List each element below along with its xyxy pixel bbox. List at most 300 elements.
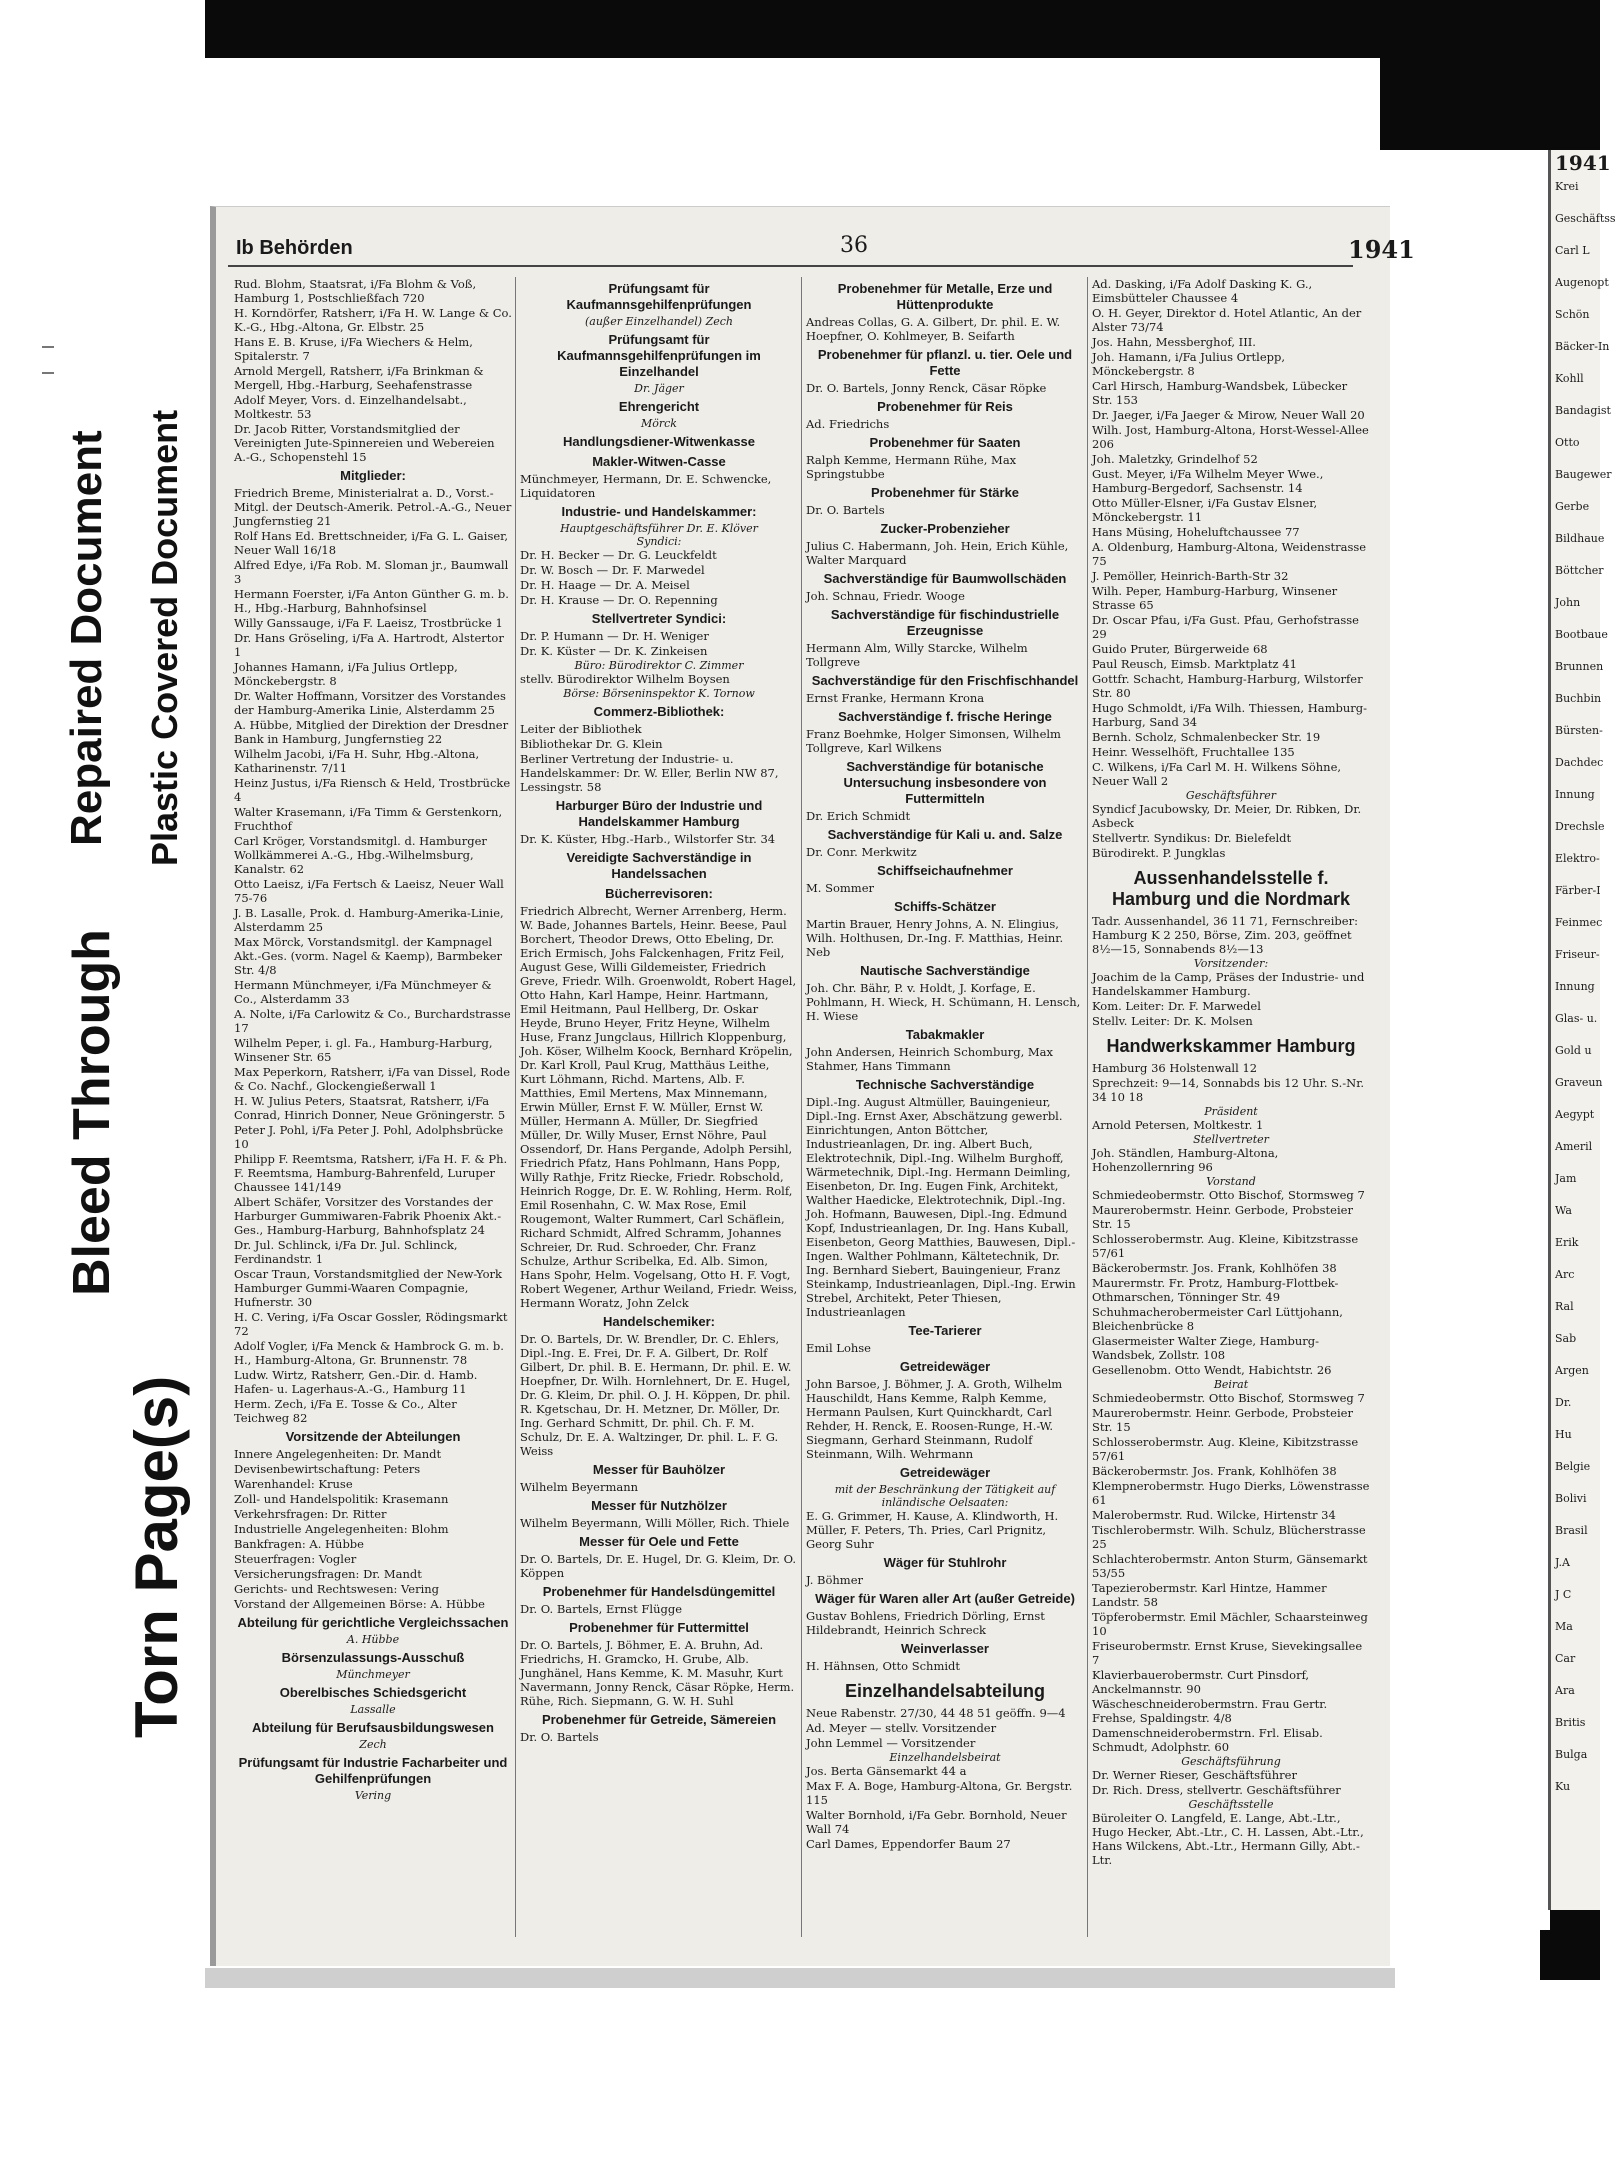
section-heading: Sachverständige für fischindustrielle Erzeugnisse (830, 607, 1060, 638)
year: 1941 (1348, 235, 1415, 264)
adjacent-page-fragment: Innung (1555, 788, 1595, 801)
directory-entry: Klempnerobermstr. Hugo Dierks, Löwenstrasse 61 (1092, 1479, 1370, 1507)
directory-entry: Joh. Maletzky, Grindelhof 52 (1092, 452, 1258, 466)
directory-entry: Dr. K. Küster, Hbg.-Harb., Wilstorfer Str. 34 (520, 832, 776, 846)
directory-entry: Versicherungsfragen: Dr. Mandt (234, 1567, 422, 1581)
adjacent-page-fragment: Graveun (1555, 1076, 1603, 1089)
adjacent-page-fragment: Hu (1555, 1428, 1572, 1441)
sub-heading: Büro: Bürodirektor C. Zimmer (574, 659, 744, 672)
adjacent-page-fragment: Innung (1555, 980, 1595, 993)
section-heading: Wäger für Stuhlrohr (883, 1555, 1007, 1570)
directory-entry: Warenhandel: Kruse (234, 1477, 353, 1491)
directory-entry: Emil Lohse (806, 1341, 871, 1355)
directory-entry: H. Korndörfer, Ratsherr, i/Fa H. W. Lange & Co. K.-G., Hbg.-Altona, Gr. Elbstr. 25 (234, 306, 512, 334)
directory-entry: C. Wilkens, i/Fa Carl M. H. Wilkens Söhne, Neuer Wall 2 (1092, 760, 1342, 788)
section-heading: Commerz-Bibliothek: (593, 704, 725, 719)
adjacent-page-fragment: Sab (1555, 1332, 1577, 1345)
section-heading: Sachverständige für botanische Untersuchung insbesondere von Futtermitteln (843, 759, 1047, 806)
sub-heading: Präsident (1204, 1105, 1258, 1118)
sub-heading: Münchmeyer (336, 1668, 410, 1681)
text-column-2 (520, 277, 798, 1937)
directory-entry: H. C. Vering, i/Fa Oscar Gossler, Rödingsmarkt 72 (234, 1310, 508, 1338)
directory-entry: Dipl.-Ing. August Altmüller, Bauingenieur, Dipl.-Ing. Ernst Axer, Abschätzung gewerbl. Einrichtungen, Anton Böttcher, Industrieanlagen, Dr. ing. Albert Buch, Elektrotechnik, Dipl.-Ing. Wilhelm Burghoff, Wärmetechnik, Dipl.-Ing. Hermann Deimling, Eisenbeton, Dr. Ing. Eugen Fink, Architekt, Walther Haedicke, Elektrotechnik, Dipl.-Ing. Joh. Hofmann, Bauwesen, Dipl.-Ing. Edmund Kopf, Industrieanlagen, Dr. Ing. Hans Kuball, Eisenbeton, Georg Matthies, Bauwesen, Dipl.-Ingen. Walther Pohlmann, Kältetechnik, Dr. Ing. Bernhard Siebert, Bauingenieur, Franz Steinkamp, Industrieanlagen, Dipl.-Ing. Erwin Strebel, Architekt, Peter Thiesen, Industrieanlagen (806, 1095, 1076, 1319)
page-number: 36 (840, 233, 868, 258)
directory-entry: Joh. Hamann, i/Fa Julius Ortlepp, Mönckebergstr. 8 (1092, 350, 1286, 378)
sub-heading: Syndici: (636, 535, 682, 548)
directory-entry: Otto Müller-Elsner, i/Fa Gustav Elsner, Mönckebergstr. 11 (1092, 496, 1318, 524)
directory-entry: Steuerfragen: Vogler (234, 1552, 357, 1566)
directory-entry: Schlachterobermstr. Anton Sturm, Gänsemarkt 53/55 (1092, 1552, 1368, 1580)
label-plastic-covered-document: Plastic Covered Document (144, 409, 185, 866)
directory-entry: Carl Kröger, Vorstandsmitgl. d. Hamburger Wollkämmerei A.-G., Hbg.-Wilhelmsburg, Kanalstr. 62 (234, 834, 487, 876)
section-heading: Nautische Sachverständige (860, 963, 1030, 978)
directory-entry: Friseurobermstr. Ernst Kruse, Sievekingsallee 7 (1092, 1639, 1363, 1667)
sub-heading: A. Hübbe (346, 1633, 400, 1646)
directory-entry: Ralph Kemme, Hermann Rühe, Max Springstubbe (806, 453, 1017, 481)
directory-entry: Bürodirekt. P. Jungklas (1092, 846, 1226, 860)
page-bottom-shadow (205, 1968, 1395, 1988)
adjacent-page-fragment: Jam (1555, 1172, 1577, 1185)
section-title: Ib Behörden (236, 237, 353, 259)
adjacent-page-fragment: Britis (1555, 1716, 1586, 1729)
directory-entry: Max Mörck, Vorstandsmitgl. der Kampnagel Akt.-Ges. (vorm. Nagel & Kaemp), Barmbeker Str. 4/8 (234, 935, 503, 977)
sub-heading: Zech (359, 1738, 387, 1751)
directory-entry: E. G. Grimmer, H. Kause, A. Klindworth, H. Müller, F. Peters, Th. Pries, Carl Prignitz, Georg Suhr (806, 1509, 1059, 1551)
section-heading: Zucker-Probenzieher (880, 521, 1010, 536)
sub-heading: Börse: Börseninspektor K. Tornow (563, 687, 755, 700)
section-heading: Messer für Oele und Fette (579, 1534, 739, 1549)
directory-entry: Verkehrsfragen: Dr. Ritter (234, 1507, 387, 1521)
adjacent-page-fragment: Car (1555, 1652, 1576, 1665)
margin-dash (42, 372, 54, 374)
directory-entry: Andreas Collas, G. A. Gilbert, Dr. phil. E. W. Hoepfner, O. Kohlmeyer, B. Seifarth (806, 315, 1061, 343)
adjacent-page-fragment: Bulga (1555, 1748, 1588, 1761)
section-heading: Getreidewäger (899, 1465, 991, 1480)
directory-entry: Dr. O. Bartels (806, 503, 885, 517)
section-heading: Weinverlasser (901, 1641, 989, 1656)
directory-entry: Friedrich Breme, Ministerialrat a. D., Vorst.-Mitgl. der Deutsch-Amerik. Petrol.-A.-G., Neuer Jungfernstieg 21 (234, 486, 512, 528)
directory-entry: Dr. O. Bartels, Dr. W. Brendler, Dr. C. Ehlers, Dipl.-Ing. E. Frei, Dr. F. A. Gilbert, Dr. Rolf Gilbert, Dr. phil. B. E. Hermann, Dr. phil. E. W. Hoepfner, Dr. Wilh. Hornlehnert, Dr. E. Hugel, Dr. G. Kleim, Dr. phil. O. J. H. Köppen, Dr. phil. R. Kgetschau, Dr. H. Metzner, Dr. Möller, Dr. Ing. Gerhard Schmitt, Dr. phil. Ch. F. M. Schulz, Dr. E. A. Waltzinger, Dr. phil. L. F. G. Weiss (520, 1332, 792, 1458)
directory-entry: Dr. Conr. Merkwitz (806, 845, 917, 859)
adjacent-page-edge (1548, 150, 1616, 1910)
directory-entry: J. Pemöller, Heinrich-Barth-Str 32 (1092, 569, 1289, 583)
directory-entry: Dr. Walter Hoffmann, Vorsitzer des Vorstandes der Hamburg-Amerika Linie, Alsterdamm 25 (234, 689, 506, 717)
directory-entry: Arnold Mergell, Ratsherr, i/Fa Brinkman & Mergell, Hbg.-Harburg, Seehafenstrasse (234, 364, 484, 392)
text-column-4 (1092, 277, 1370, 1937)
directory-entry: Carl Dames, Eppendorfer Baum 27 (806, 1837, 1011, 1851)
directory-entry: Hermann Alm, Willy Starcke, Wilhelm Tollgreve (806, 641, 1028, 669)
adjacent-page-fragment: John (1555, 596, 1581, 609)
column-divider (801, 277, 802, 1937)
directory-entry: Dr. Erich Schmidt (806, 809, 911, 823)
directory-entry: Ludw. Wirtz, Ratsherr, Gen.-Dir. d. Hamb. Hafen- u. Lagerhaus-A.-G., Hamburg 11 (234, 1368, 478, 1396)
margin-dash (42, 346, 54, 348)
directory-entry: Gerichts- und Rechtswesen: Vering (234, 1582, 440, 1596)
directory-entry: Adolf Meyer, Vors. d. Einzelhandelsabt., Moltkestr. 53 (234, 393, 467, 421)
directory-entry: Dr. Werner Rieser, Geschäftsführer (1092, 1768, 1297, 1782)
directory-entry: Dr. O. Bartels, Ernst Flügge (520, 1602, 683, 1616)
directory-entry: Rolf Hans Ed. Brettschneider, i/Fa G. L. Gaiser, Neuer Wall 16/18 (234, 529, 509, 557)
directory-entry: Dr. H. Becker — Dr. G. Leuckfeldt (520, 548, 717, 562)
adjacent-page-fragment: Ral (1555, 1300, 1574, 1313)
section-heading: Probenehmer für Futtermittel (569, 1620, 749, 1635)
section-heading: Sachverständige für Kali u. and. Salze (827, 827, 1063, 842)
adjacent-page-fragment: J.A (1555, 1556, 1570, 1569)
adjacent-page-fragment: Gold u (1555, 1044, 1592, 1057)
directory-entry: Wilhelm Peper, i. gl. Fa., Hamburg-Harburg, Winsener Str. 65 (234, 1036, 493, 1064)
column-divider (1087, 277, 1088, 1937)
directory-entry: A. Oldenburg, Hamburg-Altona, Weidenstrasse 75 (1092, 540, 1367, 568)
directory-entry: Hermann Münchmeyer, i/Fa Münchmeyer & Co., Alsterdamm 33 (234, 978, 492, 1006)
adjacent-page-fragment: Friseur- (1555, 948, 1600, 961)
directory-entry: Innere Angelegenheiten: Dr. Mandt (234, 1447, 442, 1461)
adjacent-page-fragment: Ameril (1555, 1140, 1593, 1153)
directory-entry: Dr. O. Bartels, Jonny Renck, Cäsar Röpke (806, 381, 1047, 395)
directory-entry: Münchmeyer, Hermann, Dr. E. Schwencke, Liquidatoren (520, 472, 772, 500)
adjacent-page-fragment: Brasil (1555, 1524, 1588, 1537)
directory-entry: Devisenbewirtschaftung: Peters (234, 1462, 421, 1476)
adjacent-page-fragment: Aegypt (1555, 1108, 1595, 1121)
directory-entry: Ad. Meyer — stellv. Vorsitzender (806, 1721, 997, 1735)
directory-entry: Wilh. Peper, Hamburg-Harburg, Winsener Strasse 65 (1092, 584, 1338, 612)
adjacent-page-fragment: Erik (1555, 1236, 1579, 1249)
directory-entry: John Lemmel — Vorsitzender (806, 1736, 976, 1750)
section-heading: Probenehmer für Saaten (869, 435, 1021, 450)
directory-entry: Glasermeister Walter Ziege, Hamburg-Wandsbek, Zollstr. 108 (1092, 1334, 1319, 1362)
adjacent-page-fragment: Buchbin (1555, 692, 1602, 705)
label-repaired-document: Repaired Document (62, 430, 111, 846)
label-torn-pages: Torn Page(s) (123, 1375, 190, 1738)
section-heading: Handelschemiker: (603, 1314, 715, 1329)
directory-entry: Paul Reusch, Eimsb. Marktplatz 41 (1092, 657, 1297, 671)
directory-entry: Wäscheschneiderobermstrn. Frau Gertr. Frehse, Spaldingstr. 4/8 (1092, 1697, 1328, 1725)
directory-entry: John Andersen, Heinrich Schomburg, Max Stahmer, Hans Timmann (806, 1045, 1054, 1073)
section-heading: Probenehmer für Stärke (870, 485, 1020, 500)
directory-entry: Sprechzeit: 9—14, Sonnabds bis 12 Uhr. S.-Nr. 34 10 18 (1092, 1076, 1365, 1104)
directory-entry: Hans Müsing, Hoheluftchaussee 77 (1092, 525, 1300, 539)
directory-entry: Hamburg 36 Holstenwall 12 (1092, 1061, 1258, 1075)
adjacent-page-fragment: Wa (1555, 1204, 1572, 1217)
sub-heading: Lassalle (350, 1703, 396, 1716)
section-heading: Vereidigte Sachverständige in Handelssachen (566, 850, 752, 881)
directory-entry: Schlosserobermstr. Aug. Kleine, Kibitzstrasse 57/61 (1092, 1435, 1359, 1463)
adjacent-page-fragment: Ma (1555, 1620, 1573, 1633)
section-heading: Makler-Witwen-Casse (592, 454, 726, 469)
directory-entry: Schmiedeobermstr. Otto Bischof, Stormsweg 7 (1092, 1188, 1365, 1202)
directory-entry: Dr. H. Krause — Dr. O. Repenning (520, 593, 718, 607)
section-heading: Wäger für Waren aller Art (außer Getreide) (815, 1591, 1075, 1606)
directory-entry: Bernh. Scholz, Schmalenbecker Str. 19 (1092, 730, 1321, 744)
adjacent-page-fragment: J C (1555, 1588, 1572, 1601)
directory-entry: Schlosserobermstr. Aug. Kleine, Kibitzstrasse 57/61 (1092, 1232, 1359, 1260)
section-heading: Handlungsdiener-Witwenkasse (562, 434, 756, 449)
adjacent-page-fragment: Ara (1555, 1684, 1575, 1697)
directory-entry: M. Sommer (806, 881, 875, 895)
section-heading: Sachverständige f. frische Heringe (838, 709, 1052, 724)
directory-entry: Jos. Berta Gänsemarkt 44 a (806, 1764, 967, 1778)
section-heading: Tabakmakler (905, 1027, 985, 1042)
sub-heading: Vering (354, 1789, 392, 1802)
directory-entry: Dr. Jaeger, i/Fa Jaeger & Mirow, Neuer Wall 20 (1092, 408, 1365, 422)
sub-heading: (außer Einzelhandel) Zech (585, 315, 733, 328)
directory-entry: Industrielle Angelegenheiten: Blohm (234, 1522, 449, 1536)
directory-entry: Wilh. Jost, Hamburg-Altona, Horst-Wessel-Allee 206 (1092, 423, 1369, 451)
adjacent-page-fragment: Elektro- (1555, 852, 1600, 865)
page-header (228, 233, 1415, 264)
section-heading: Abteilung für Berufsausbildungswesen (252, 1720, 494, 1735)
adjacent-page-fragment: Brunnen (1555, 660, 1604, 673)
sub-heading: Hauptgeschäftsführer Dr. E. Klöver (560, 522, 758, 535)
directory-entry: Hugo Schmoldt, i/Fa Wilh. Thiessen, Hamburg-Harburg, Sand 34 (1092, 701, 1368, 729)
directory-entry: Peter J. Pohl, i/Fa Peter J. Pohl, Adolphsbrücke 10 (234, 1123, 504, 1151)
adjacent-page-fragment: Gerbe (1555, 500, 1590, 513)
directory-entry: Neue Rabenstr. 27/30, 44 48 51 geöffn. 9—4 (806, 1706, 1066, 1720)
directory-entry: Dr. O. Bartels, Dr. E. Hugel, Dr. G. Kleim, Dr. O. Köppen (520, 1552, 797, 1580)
directory-entry: Walter Krasemann, i/Fa Timm & Gerstenkorn, Fruchthof (234, 805, 503, 833)
adjacent-page-fragment: Augenopt (1555, 276, 1609, 289)
adjacent-page-fragment: Bildhaue (1555, 532, 1605, 545)
adjacent-page-fragment: Bolivi (1555, 1492, 1587, 1505)
section-heading: Schiffs-Schätzer (894, 899, 996, 914)
adjacent-page-fragment: Färber-I (1555, 884, 1601, 897)
directory-entry: Guido Pruter, Bürgerweide 68 (1092, 642, 1268, 656)
directory-entry: Stellvertr. Syndikus: Dr. Bielefeldt (1092, 831, 1292, 845)
directory-entry: Joachim de la Camp, Präses der Industrie- und Handelskammer Hamburg. (1092, 970, 1365, 998)
directory-entry: Friedrich Albrecht, Werner Arrenberg, Herm. W. Bade, Johannes Bartels, Heinr. Beese, Paul Borchert, Theodor Drews, Otto Ebeling, Dr. Erich Ermisch, Johs Falckenhagen, Fritz Feil, August Gese, Willi Gildemeister, Friedrich Greve, Friedr. Wilh. Groenwoldt, Robert Hagel, Otto Hahn, Karl Hampe, Heinr. Hartmann, Emil Heitmann, Paul Hellberg, Dr. Oskar Heyde, Bruno Heyer, Fritz Heyne, Wilhelm Huse, Franz Jungclaus, Hillrich Kloppenburg, Joh. Köser, Wilhelm Koock, Bernhard Kröpelin, Dr. Karl Kroll, Paul Krug, Matthäus Leithe, Kurt Löhmann, Richd. Martens, Alb. F. Matthies, Emil Mertens, Max Minnemann, Erwin Müller, Ernst F. W. Müller, Ernst W. Müller, Hermann A. Müller, Dr. Siegfried Müller, Dr. Willy Muser, Ernst Nöhre, Paul Ossendorf, Dr. Hans Pergande, Adolph Persihl, Friedrich Pfatz, Hans Pohlmann, Hans Popp, Willy Rathje, Fritz Riecke, Friedr. Robschold, Heinrich Rogge, Dr. E. W. Rohling, Herm. Rolf, Emil Rosenhahn, C. W. Max Rose, Emil Rougemont, Walter Rummert, Carl Schäflein, Richard Schmidt, Alfred Schramm, Johannes Schreier, Dr. Rud. Schroeder, Chr. Franz Schulze, Arthur Scribelka, Ed. Alb. Simon, Hans Spohr, Helm. Vogelsang, Otto H. F. Vogt, Robert Wegener, Arthur Weiland, Friedr. Weiss, Hermann Woratz, John Zelck (520, 904, 798, 1310)
directory-entry: John Barsoe, J. Böhmer, J. A. Groth, Wilhelm Hauschildt, Hans Kemme, Ralph Kemme, Hermann Paulsen, Kurt Quinckhardt, Carl Rehder, H. Renck, E. Roosen-Runge, H.-W. Siegmann, Gerhard Steinmann, Rudolf Steinmann, Wilh. Wehrmann (806, 1377, 1063, 1461)
directory-entry: Gesellenobm. Otto Wendt, Habichtstr. 26 (1092, 1363, 1332, 1377)
directory-entry: Dr. O. Bartels (520, 1730, 599, 1744)
directory-entry: stellv. Bürodirektor Wilhelm Boysen (520, 672, 730, 686)
directory-entry: Wilhelm Beyermann (520, 1480, 639, 1494)
sub-heading: Geschäftsstelle (1188, 1798, 1274, 1811)
adjacent-page-fragment: Dachdec (1555, 756, 1604, 769)
directory-entry: Ad. Dasking, i/Fa Adolf Dasking K. G., Eimsbütteler Chaussee 4 (1092, 277, 1313, 305)
document-page (210, 206, 1415, 1966)
section-heading: Prüfungsamt für Kaufmannsgehilfenprüfungen im Einzelhandel (557, 332, 761, 379)
directory-entry: A. Nolte, i/Fa Carlowitz & Co., Burchardstrasse 17 (234, 1007, 511, 1035)
header-rule (228, 265, 1353, 267)
directory-entry: Dr. Rich. Dress, stellvertr. Geschäftsführer (1092, 1783, 1341, 1797)
directory-entry: Carl Hirsch, Hamburg-Wandsbek, Lübecker Str. 153 (1092, 379, 1348, 407)
directory-entry: Dr. Hans Gröseling, i/Fa A. Hartrodt, Alstertor 1 (234, 631, 504, 659)
directory-entry: Vorstand der Allgemeinen Börse: A. Hübbe (234, 1597, 485, 1611)
scan-border-right-top (1380, 58, 1600, 150)
directory-entry: Julius C. Habermann, Joh. Hein, Erich Kühle, Walter Marquard (806, 539, 1069, 567)
section-heading: Börsenzulassungs-Ausschuß (281, 1650, 465, 1665)
directory-entry: Schuhmacherobermeister Carl Lüttjohann, Bleichenbrücke 8 (1092, 1305, 1343, 1333)
adjacent-page-year: 1941 (1555, 151, 1611, 175)
directory-entry: Albert Schäfer, Vorsitzer des Vorstandes der Harburger Gummiwaren-Fabrik Phoenix Akt.-Ges., Hamburg-Harburg, Bahnhofsplatz 24 (234, 1195, 502, 1237)
text-column-1 (234, 277, 512, 1937)
directory-entry: Dr. O. Bartels, J. Böhmer, E. A. Bruhn, Ad. Friedrichs, H. Gramcko, H. Grube, Alb. Junghänel, Hans Kemme, K. M. Masuhr, Kurt Navermann, Jonny Renck, Cäsar Röpke, Herm. Rühe, Rich. Siepmann, G. W. H. Suhl (520, 1638, 795, 1708)
section-heading: Sachverständige für Baumwollschäden (823, 571, 1067, 586)
directory-entry: Schmiedeobermstr. Otto Bischof, Stormsweg 7 (1092, 1391, 1365, 1405)
adjacent-page-fragment: Bäcker-In (1555, 340, 1610, 353)
directory-entry: A. Hübbe, Mitglied der Direktion der Dresdner Bank in Hamburg, Jungfernstieg 22 (234, 718, 509, 746)
section-heading: Messer für Nutzhölzer (591, 1498, 727, 1513)
directory-entry: Otto Laeisz, i/Fa Fertsch & Laeisz, Neuer Wall 75-76 (234, 877, 504, 905)
directory-entry: H. Hähnsen, Otto Schmidt (806, 1659, 961, 1673)
directory-entry: Rud. Blohm, Staatsrat, i/Fa Blohm & Voß, Hamburg 1, Postschließfach 720 (234, 277, 477, 305)
sub-heading: Dr. Jäger (634, 382, 684, 395)
directory-entry: Büroleiter O. Langfeld, E. Lange, Abt.-Ltr., Hugo Hecker, Abt.-Ltr., C. H. Lassen, Abt.-Ltr., Hans Wilckens, Abt.-Ltr., Hermann Gilly, Abt.-Ltr. (1092, 1811, 1364, 1867)
directory-entry: Hans E. B. Kruse, i/Fa Wiechers & Helm, Spitalerstr. 7 (234, 335, 473, 363)
directory-entry: Maurermstr. Fr. Protz, Hamburg-Flottbek-Othmarschen, Tönninger Str. 49 (1092, 1276, 1339, 1304)
section-heading: Technische Sachverständige (855, 1077, 1035, 1092)
directory-entry: H. W. Julius Peters, Staatsrat, Ratsherr, i/Fa Conrad, Hinrich Donner, Neue Gröningerstr. 5 (234, 1094, 506, 1122)
section-heading: Abteilung für gerichtliche Vergleichssachen (237, 1615, 509, 1630)
adjacent-page-fragment: Krei (1555, 180, 1579, 193)
directory-entry: Franz Boehmke, Holger Simonsen, Wilhelm Tollgreve, Karl Wilkens (806, 727, 1061, 755)
directory-entry: Dr. Oscar Pfau, i/Fa Gust. Pfau, Gerhofstrasse 29 (1092, 613, 1359, 641)
directory-entry: Bankfragen: A. Hübbe (234, 1537, 364, 1551)
scan-border-top (205, 0, 1600, 58)
directory-entry: Herm. Zech, i/Fa E. Tosse & Co., Alter Teichweg 82 (234, 1397, 457, 1425)
directory-entry: Berliner Vertretung der Industrie- u. Handelskammer: Dr. W. Eller, Berlin NW 87, Lessingstr. 58 (520, 752, 779, 794)
directory-entry: Dr. Jul. Schlinck, i/Fa Dr. Jul. Schlinck, Ferdinandstr. 1 (234, 1238, 458, 1266)
directory-entry: Damenschneiderobermstrn. Frl. Elisab. Schmudt, Adolphstr. 60 (1092, 1726, 1323, 1754)
text-column-3 (806, 277, 1084, 1937)
directory-entry: Gottfr. Schacht, Hamburg-Harburg, Wilstorfer Str. 80 (1092, 672, 1363, 700)
adjacent-page-fragment: Feinmec (1555, 916, 1603, 929)
major-heading: Aussenhandelsstelle f. Hamburg und die Nordmark (1111, 868, 1351, 909)
sub-heading: Vorstand (1206, 1175, 1256, 1188)
section-heading: Probenehmer für Handelsdüngemittel (542, 1584, 776, 1599)
directory-entry: Gustav Bohlens, Friedrich Dörling, Ernst Hildebrandt, Heinrich Schreck (806, 1609, 1045, 1637)
directory-entry: Arnold Petersen, Moltkestr. 1 (1092, 1118, 1264, 1132)
section-heading: Mitglieder: (340, 468, 406, 483)
adjacent-page-fragment: Kohll (1555, 372, 1584, 385)
directory-entry: Dr. H. Haage — Dr. A. Meisel (520, 578, 690, 592)
adjacent-page-fragment: Glas- u. (1555, 1012, 1598, 1025)
adjacent-page-fragment: Arc (1555, 1268, 1575, 1281)
directory-entry: Max F. A. Boge, Hamburg-Altona, Gr. Bergstr. 115 (806, 1779, 1073, 1807)
directory-entry: Bäckerobermstr. Jos. Frank, Kohlhöfen 38 (1092, 1261, 1337, 1275)
directory-entry: Heinz Justus, i/Fa Riensch & Held, Trostbrücke 4 (234, 776, 511, 804)
adjacent-page-fragment: Bandagist (1555, 404, 1611, 417)
directory-entry: Dr. K. Küster — Dr. K. Zinkeisen (520, 644, 708, 658)
section-heading: Prüfungsamt für Kaufmannsgehilfenprüfungen (566, 281, 752, 312)
directory-entry: Dr. Jacob Ritter, Vorstandsmitglied der Vereinigten Jute-Spinnereien und Webereien A.-G., Schopenstehl 15 (234, 422, 495, 464)
section-heading: Industrie- und Handelskammer: (561, 504, 757, 519)
directory-entry: Tischlerobermstr. Wilh. Schulz, Blücherstrasse 25 (1092, 1523, 1366, 1551)
adjacent-page-fragment: Belgie (1555, 1460, 1591, 1473)
section-heading: Schiffseichaufnehmer (877, 863, 1013, 878)
directory-entry: O. H. Geyer, Direktor d. Hotel Atlantic, An der Alster 73/74 (1092, 306, 1362, 334)
adjacent-page-fragment: Carl L (1555, 244, 1590, 257)
directory-entry: Jos. Hahn, Messberghof, III. (1092, 335, 1256, 349)
directory-entry: Wilhelm Beyermann, Willi Möller, Rich. Thiele (520, 1516, 790, 1530)
section-heading: Messer für Bauhölzer (592, 1462, 726, 1477)
sub-heading: Einzelhandelsbeirat (889, 1751, 1001, 1764)
directory-entry: Adolf Vogler, i/Fa Menck & Hambrock G. m. b. H., Hamburg-Altona, Gr. Brunnenstr. 78 (234, 1339, 504, 1367)
directory-entry: Joh. Ständlen, Hamburg-Altona, Hohenzollernring 96 (1092, 1146, 1279, 1174)
directory-entry: Dr. P. Humann — Dr. H. Weniger (520, 629, 709, 643)
adjacent-page-fragment: Baugewer (1555, 468, 1612, 481)
adjacent-page-fragment: Drechsle (1555, 820, 1605, 833)
section-heading: Harburger Büro der Industrie und Handelskammer Hamburg (555, 798, 763, 829)
directory-entry: Ad. Friedrichs (806, 417, 890, 431)
directory-entry: Zoll- und Handelspolitik: Krasemann (234, 1492, 449, 1506)
directory-entry: Max Peperkorn, Ratsherr, i/Fa van Dissel, Rode & Co. Nachf., Glockengießerwall 1 (234, 1065, 511, 1093)
section-heading: Ehrengericht (618, 399, 700, 414)
adjacent-page-fragment: Ku (1555, 1780, 1571, 1793)
directory-entry: Maurerobermstr. Heinr. Gerbode, Probsteier Str. 15 (1092, 1203, 1353, 1231)
directory-entry: Bäckerobermstr. Jos. Frank, Kohlhöfen 38 (1092, 1464, 1337, 1478)
directory-entry: Dr. W. Bosch — Dr. F. Marwedel (520, 563, 705, 577)
sub-heading: Beirat (1213, 1378, 1249, 1391)
directory-entry: Malerobermstr. Rud. Wilcke, Hirtenstr 34 (1092, 1508, 1336, 1522)
sub-heading: mit der Beschränkung der Tätigkeit auf inländische Oelsaaten: (834, 1483, 1056, 1509)
directory-entry: Wilhelm Jacobi, i/Fa H. Suhr, Hbg.-Altona, Katharinenstr. 7/11 (234, 747, 480, 775)
adjacent-page-fragment: Böttcher (1555, 564, 1604, 577)
directory-entry: Tadr. Aussenhandel, 36 11 71, Fernschreiber: Hamburg K 2 250, Börse, Zim. 203, geöffnet 8½—15, Sonnabends 8½—13 (1092, 914, 1358, 956)
directory-entry: Willy Ganssauge, i/Fa F. Laeisz, Trostbrücke 1 (234, 616, 503, 630)
directory-entry: J. Böhmer (806, 1573, 864, 1587)
column-divider (515, 277, 516, 1937)
sub-heading: Mörck (641, 417, 677, 430)
sub-heading: Stellvertreter (1193, 1133, 1269, 1146)
directory-entry: Joh. Chr. Bähr, P. v. Holdt, J. Korfage, E. Pohlmann, H. Wieck, H. Schümann, H. Lensch, H. Wiese (806, 981, 1081, 1023)
directory-entry: Klavierbauerobermstr. Curt Pinsdorf, Anckelmannstr. 90 (1092, 1668, 1310, 1696)
directory-entry: Gust. Meyer, i/Fa Wilhelm Meyer Wwe., Hamburg-Bergedorf, Sachsenstr. 14 (1092, 467, 1324, 495)
section-heading: Sachverständige für den Frischfischhandel (811, 673, 1079, 688)
adjacent-page-fragment: Schön (1555, 308, 1590, 321)
adjacent-page-fragment: Argen (1555, 1364, 1589, 1377)
directory-entry: Leiter der Bibliothek (520, 722, 642, 736)
directory-entry: Kom. Leiter: Dr. F. Marwedel (1092, 999, 1261, 1013)
section-heading: Bücherrevisoren: (605, 886, 713, 901)
directory-entry: Walter Bornhold, i/Fa Gebr. Bornhold, Neuer Wall 74 (806, 1808, 1067, 1836)
section-heading: Probenehmer für Getreide, Sämereien (541, 1712, 777, 1727)
section-heading: Tee-Tarierer (908, 1323, 982, 1338)
section-heading: Vorsitzende der Abteilungen (285, 1429, 461, 1444)
directory-entry: Tapezierobermstr. Karl Hintze, Hammer Landstr. 58 (1092, 1581, 1327, 1609)
adjacent-page-fragment: Bürsten- (1555, 724, 1603, 737)
adjacent-page-fragment: Geschäftss (1555, 212, 1616, 225)
section-heading: Getreidewäger (899, 1359, 991, 1374)
directory-entry: Oscar Traun, Vorstandsmitglied der New-York Hamburger Gummi-Waaren Compagnie, Hufnerstr. 30 (234, 1267, 503, 1309)
section-heading: Stellvertreter Syndici: (591, 611, 727, 626)
directory-entry: Töpferobermstr. Emil Mächler, Schaarsteinweg 10 (1092, 1610, 1368, 1638)
directory-entry: Ernst Franke, Hermann Krona (806, 691, 985, 705)
directory-entry: Bibliothekar Dr. G. Klein (520, 737, 663, 751)
directory-entry: Joh. Schnau, Friedr. Wooge (806, 589, 965, 603)
directory-entry: Martin Brauer, Henry Johns, A. N. Elingius, Wilh. Holthusen, Dr.-Ing. F. Matthias, Heinr. Neb (806, 917, 1064, 959)
scan-border-bottom-right (1540, 1930, 1600, 1980)
adjacent-page-fragment: Bootbaue (1555, 628, 1608, 641)
margin-annotations (0, 0, 205, 2177)
label-bleed-through: Bleed Through (63, 929, 121, 1296)
section-heading: Probenehmer für Metalle, Erze und Hüttenprodukte (837, 281, 1053, 312)
directory-entry: Johannes Hamann, i/Fa Julius Ortlepp, Mönckebergstr. 8 (234, 660, 458, 688)
directory-entry: Stellv. Leiter: Dr. K. Molsen (1092, 1014, 1253, 1028)
section-heading: Oberelbisches Schiedsgericht (279, 1685, 467, 1700)
directory-entry: Heinr. Wesselhöft, Fruchtallee 135 (1092, 745, 1295, 759)
directory-entry: Hermann Foerster, i/Fa Anton Günther G. m. b. H., Hbg.-Harburg, Bahnhofsinsel (234, 587, 509, 615)
directory-entry: Alfred Edye, i/Fa Rob. M. Sloman jr., Baumwall 3 (234, 558, 509, 586)
directory-entry: Philipp F. Reemtsma, Ratsherr, i/Fa H. F. & Ph. F. Reemtsma, Hamburg-Bahrenfeld, Luruper Chaussee 141/149 (234, 1152, 508, 1194)
section-heading: Probenehmer für Reis (877, 399, 1013, 414)
major-heading: Einzelhandelsabteilung (844, 1681, 1046, 1701)
adjacent-page-fragment: Dr. (1555, 1396, 1572, 1409)
directory-entry: J. B. Lasalle, Prok. d. Hamburg-Amerika-Linie, Alsterdamm 25 (234, 906, 504, 934)
directory-entry: Syndicf Jacubowsky, Dr. Meier, Dr. Ribken, Dr. Asbeck (1092, 802, 1362, 830)
section-heading: Prüfungsamt für Industrie Facharbeiter und Gehilfenprüfungen (238, 1755, 508, 1786)
sub-heading: Geschäftsführer (1185, 789, 1277, 802)
sub-heading: Geschäftsführung (1181, 1755, 1281, 1768)
